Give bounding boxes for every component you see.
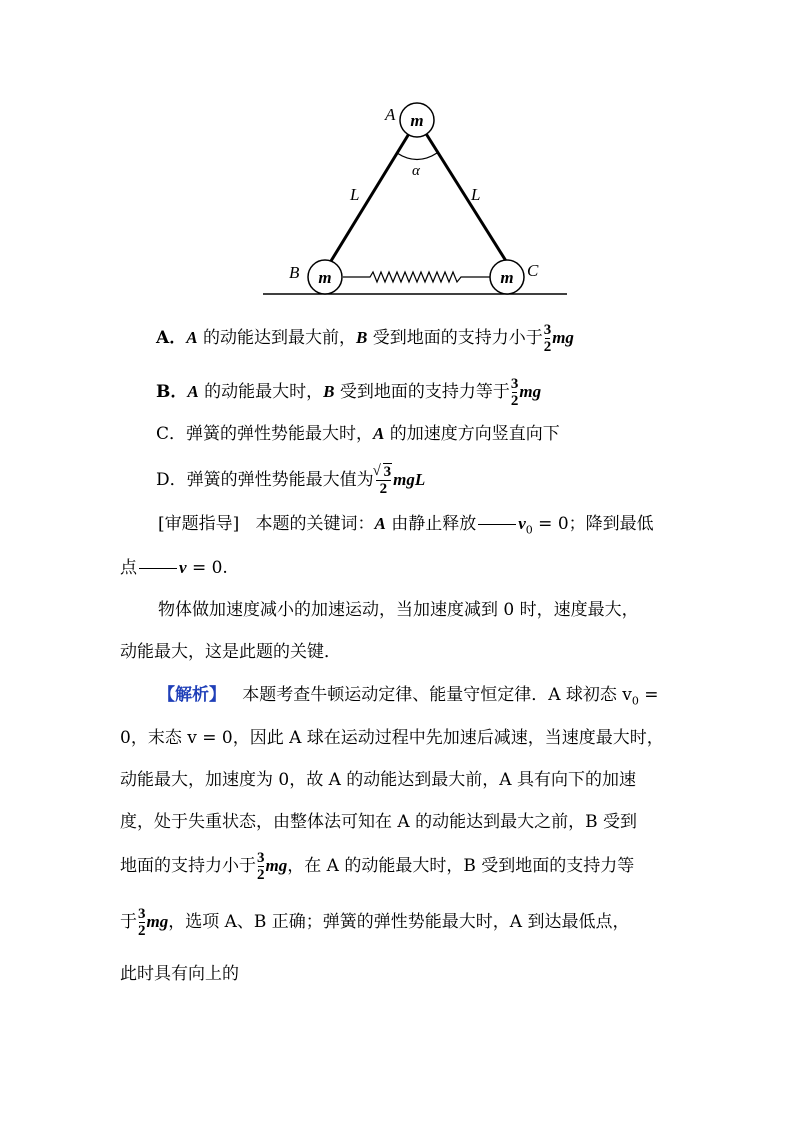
option-c xyxy=(156,422,560,446)
option-c-text: 的加速度方向竖直向下 xyxy=(384,424,560,444)
sqrt-fraction: √ 3 2 xyxy=(372,463,392,497)
guide-eq0: = 0；降到最低 xyxy=(532,514,654,534)
fraction: $\frac{3}{2}$ xyxy=(138,906,146,939)
side-label-left: L xyxy=(350,185,360,204)
option-a-text2: 受到地面的支持力小于 xyxy=(367,328,543,348)
spring xyxy=(343,272,493,282)
guide-tag: [审题指导] xyxy=(158,514,240,534)
radicand: 3 xyxy=(383,464,392,480)
guide-var: A xyxy=(374,514,386,533)
option-b-var: A xyxy=(187,382,199,401)
option-b-text2: 受到地面的支持力等于 xyxy=(334,382,510,402)
analysis-line-6: 于 $\frac{3}{2}$ mg，选项 A、B 正确；弹簧的弹性势能最大时，A 到达最低点， xyxy=(120,906,630,939)
mass-label-a: m xyxy=(410,111,424,130)
analysis-line-4: 度，处于失重状态，由整体法可知在 A 的动能达到最大之前，B 受到 xyxy=(120,812,637,832)
option-b xyxy=(156,376,541,409)
analysis-line-2: 0，末态 v = 0，因此 A 球在运动过程中先加速后减速，当速度最大时， xyxy=(120,728,664,748)
angle-arc xyxy=(397,153,437,160)
mg-term: mg xyxy=(552,328,574,347)
guide-line2-a: 点 xyxy=(120,558,137,578)
mass-label-c: m xyxy=(500,268,514,287)
option-d xyxy=(156,464,425,497)
mg-term: mg xyxy=(519,382,542,401)
analysis-line-7: 此时具有向上的 xyxy=(120,964,239,984)
analysis-line-3: 动能最大，加速度为 0，故 A 的动能达到最大前，A 具有向下的加速 xyxy=(120,770,636,790)
fraction: $\frac{3}{2}$ xyxy=(510,376,519,409)
guide-line-1: [审题指导] 本题的关键词：A 由静止释放 $v_0 = 0$；降到最低 xyxy=(158,514,654,537)
blank-line xyxy=(139,568,177,569)
option-b-prefix: B． xyxy=(156,382,188,402)
option-a-var2: B xyxy=(355,328,368,347)
option-b-text1: 的动能最大时， xyxy=(198,382,324,402)
guide-text2: 由静止释放 xyxy=(385,514,477,534)
guide-text1: 本题的关键词： xyxy=(255,514,375,534)
analysis-tag: 【解析】 xyxy=(158,685,226,705)
rod-left xyxy=(331,132,410,261)
guide-line2-b: = 0. xyxy=(186,558,228,578)
option-a-text1: 的动能达到最大前， xyxy=(197,328,356,348)
mass-label-b: m xyxy=(318,268,332,287)
option-b-var2: B xyxy=(323,382,335,401)
v0: v xyxy=(518,514,526,533)
guide-para2-line1: 物体做加速度减小的加速运动，当加速度减到 0 时，速度最大， xyxy=(158,600,639,620)
option-a-prefix: A． xyxy=(156,328,187,348)
option-c-prefix: C．弹簧的弹性势能最大时， xyxy=(156,424,374,444)
option-a xyxy=(156,322,574,355)
analysis-line-5: 地面的支持力小于 $\frac{3}{2}$ mg，在 A 的动能最大时，B 受到地面的支持力等 xyxy=(120,850,635,883)
guide-para2-line2: 动能最大，这是此题的关键． xyxy=(120,642,341,662)
option-c-var: A xyxy=(373,424,385,443)
rod-right xyxy=(425,132,506,261)
angle-label: α xyxy=(412,163,420,179)
analysis-l1: 本题考查牛顿运动定律、能量守恒定律．A 球初态 v xyxy=(242,685,632,705)
physics-diagram xyxy=(255,100,575,300)
point-label-a: A xyxy=(385,105,396,124)
option-a-var: A xyxy=(186,328,198,347)
v: v xyxy=(179,558,187,577)
blank-line xyxy=(478,524,516,525)
point-label-b: B xyxy=(289,263,300,282)
fraction: $\frac{3}{2}$ xyxy=(257,850,265,883)
guide-line-2 xyxy=(120,556,228,580)
side-label-right: L xyxy=(471,185,481,204)
fraction: $\frac{3}{2}$ xyxy=(543,322,552,355)
option-d-tail: mgL xyxy=(393,470,426,489)
analysis-line-1: 【解析】 本题考查牛顿运动定律、能量守恒定律．A 球初态 $v_0$ = xyxy=(158,685,659,708)
point-label-c: C xyxy=(527,261,539,280)
option-d-prefix: D．弹簧的弹性势能最大值为 xyxy=(156,470,374,490)
